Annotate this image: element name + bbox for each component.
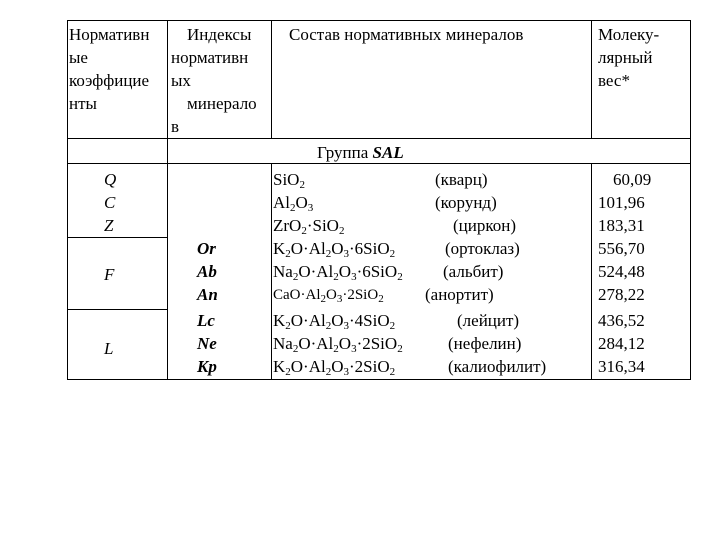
mineral-name-zircon: (циркон)	[453, 216, 517, 235]
formula-albite: $Na_2O\cdot Al_2O_3\cdot 6SiO_2$	[273, 262, 403, 283]
mineral-table	[67, 20, 691, 380]
header-weight-line-2: лярный	[598, 48, 653, 67]
formula-corundum: $Al_2O_3$	[273, 193, 314, 214]
col-divider-3	[591, 20, 592, 138]
header-index-line-3: ых	[171, 71, 191, 90]
col-divider-2	[271, 20, 272, 138]
header-coef-line-3: коэффицие	[69, 71, 150, 90]
header-weight-line-3: вес*	[598, 71, 630, 90]
coef-z: Z	[104, 216, 114, 235]
group-title-name: SAL	[372, 143, 404, 162]
index-lc: Lc	[197, 311, 215, 330]
weight-albite: 524,48	[598, 262, 645, 281]
header-coef-line-1: Нормативн	[69, 25, 150, 44]
table-border-bottom	[67, 379, 691, 380]
coef-divider-2	[67, 309, 167, 310]
col-divider-1	[167, 20, 168, 380]
weight-quartz: 60,09	[613, 170, 652, 189]
mineral-name-quartz: (кварц)	[435, 170, 488, 189]
formula-kaliophilite: $K_2O\cdot Al_2O_3\cdot 2SiO_2$	[273, 357, 396, 378]
group-title-prefix: Группа	[317, 143, 373, 162]
formula-orthoclase: $K_2O\cdot Al_2O_3\cdot 6SiO_2$	[273, 239, 396, 260]
table-border-right	[690, 20, 691, 380]
header-index-line-1: Индексы	[187, 25, 252, 44]
col-divider-3b	[591, 163, 592, 380]
coef-l: L	[104, 339, 114, 358]
index-or: Or	[197, 239, 216, 258]
mineral-name-leucite: (лейцит)	[457, 311, 520, 330]
weight-kaliophilite: 316,34	[598, 357, 645, 376]
mineral-name-kaliophilite: (калиофилит)	[448, 357, 547, 376]
mineral-name-nepheline: (нефелин)	[448, 334, 522, 353]
formula-leucite: $K_2O\cdot Al_2O_3\cdot 4SiO_2$	[273, 311, 396, 332]
coef-c: C	[104, 193, 116, 212]
index-kp: Kp	[197, 357, 217, 376]
mineral-name-orthoclase: (ортоклаз)	[445, 239, 520, 258]
header-index-line-2: нормативн	[171, 48, 249, 67]
mineral-name-albite: (альбит)	[443, 262, 504, 281]
weight-nepheline: 284,12	[598, 334, 645, 353]
header-composition: Состав нормативных минералов	[289, 25, 524, 44]
coef-q: Q	[104, 170, 117, 189]
header-coef-line-4: нты	[69, 94, 97, 113]
weight-anorthite: 278,22	[598, 285, 645, 304]
coef-divider-1	[67, 237, 167, 238]
weight-corundum: 101,96	[598, 193, 645, 212]
header-weight-line-1: Молеку-	[598, 25, 660, 44]
header-divider	[67, 138, 691, 139]
weight-leucite: 436,52	[598, 311, 645, 330]
formula-nepheline: $Na_2O\cdot Al_2O_3\cdot 2SiO_2$	[273, 334, 403, 355]
mineral-name-anorthite: (анортит)	[425, 285, 494, 304]
table-border-left	[67, 20, 68, 380]
index-ne: Ne	[197, 334, 217, 353]
weight-zircon: 183,31	[598, 216, 645, 235]
table-border-top	[67, 20, 691, 21]
header-index-line-5: в	[171, 117, 180, 136]
index-an: An	[197, 285, 218, 304]
formula-quartz: SiO$_2$	[273, 170, 305, 191]
header-coef-line-2: ые	[69, 48, 88, 67]
mineral-name-corundum: (корунд)	[435, 193, 497, 212]
weight-orthoclase: 556,70	[598, 239, 645, 258]
formula-anorthite: $CaO\cdot Al_2O_3\cdot 2SiO_2$	[273, 287, 384, 305]
header-index-line-4: минерало	[187, 94, 257, 113]
coef-f: F	[104, 265, 115, 284]
group-title	[317, 141, 404, 164]
formula-zircon: ZrO$_2$·SiO$_2$	[273, 216, 345, 237]
col-divider-2b	[271, 163, 272, 380]
index-ab: Ab	[197, 262, 217, 281]
